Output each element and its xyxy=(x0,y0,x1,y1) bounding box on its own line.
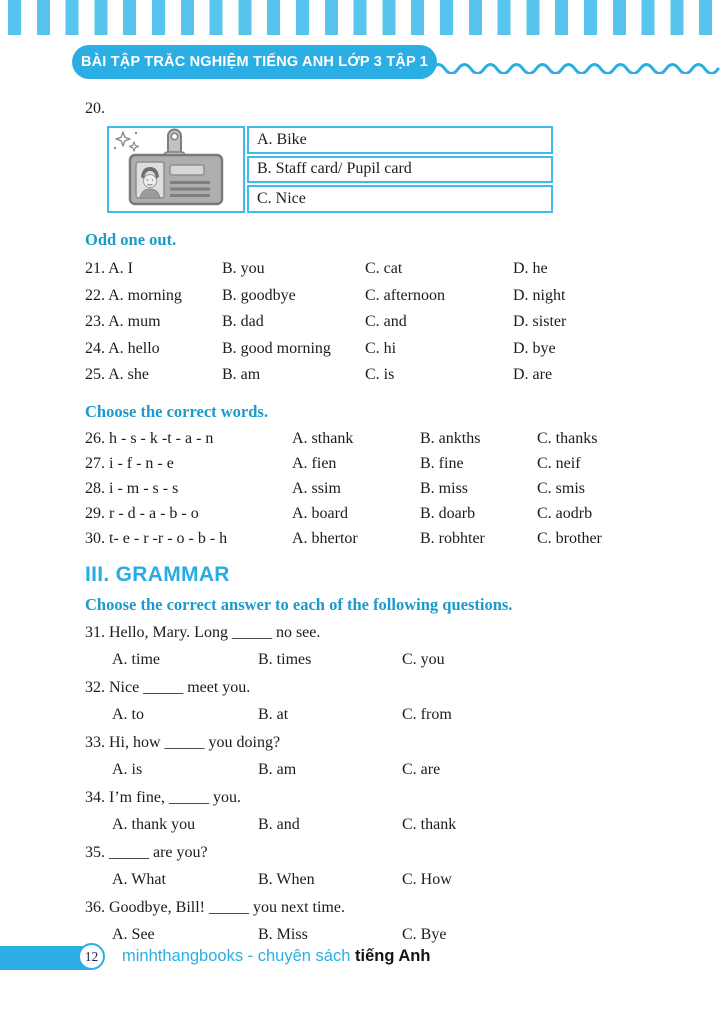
grammar-section-heading: III. GRAMMAR xyxy=(85,562,230,586)
option-a: A. board xyxy=(292,504,348,522)
question-text: 35. _____ are you? xyxy=(85,843,208,861)
question-row-27 xyxy=(85,451,685,476)
table-row xyxy=(107,126,553,154)
option-b: B. robhter xyxy=(420,529,485,547)
option-a: A. bhertor xyxy=(292,529,358,547)
question-options xyxy=(112,701,685,729)
option-b: B. times xyxy=(258,651,312,668)
question-row-22 xyxy=(85,283,685,310)
option-b: B. dad xyxy=(222,313,264,330)
question-20-number: 20. xyxy=(85,100,105,117)
odd-one-out-heading: Odd one out. xyxy=(85,230,177,249)
grammar-question-31 xyxy=(85,619,685,674)
question-row-28 xyxy=(85,476,685,501)
option-a: 25. A. she xyxy=(85,366,149,383)
option-d: D. are xyxy=(513,366,553,383)
question-text: 31. Hello, Mary. Long _____ no see. xyxy=(85,623,321,641)
option-c: C. cat xyxy=(365,260,403,277)
option-b: B. am xyxy=(258,761,297,778)
page-number-badge xyxy=(78,943,105,970)
odd-one-out-rows xyxy=(85,256,685,389)
question-20-option-a: A. Bike xyxy=(247,126,553,154)
question-options xyxy=(112,756,685,784)
option-c: C. are xyxy=(402,761,441,778)
page-footer xyxy=(0,943,725,975)
option-c: C. afternoon xyxy=(365,286,445,304)
correct-words-rows xyxy=(85,426,685,551)
question-options xyxy=(112,646,685,674)
question-20-table xyxy=(105,124,555,215)
option-c: C. brother xyxy=(537,529,602,547)
option-c: C. you xyxy=(402,651,445,668)
question-options xyxy=(112,866,685,894)
grammar-question-35 xyxy=(85,839,685,894)
grammar-question-33 xyxy=(85,729,685,784)
option-a: A. ssim xyxy=(292,479,341,497)
wavy-line-decoration xyxy=(431,58,725,74)
option-c: C. from xyxy=(402,706,452,723)
option-c: C. aodrb xyxy=(537,504,593,522)
letter-scramble: 26. h - s - k -t - a - n xyxy=(85,429,214,447)
option-d: D. night xyxy=(513,286,566,304)
page-header xyxy=(0,45,725,79)
correct-words-heading: Choose the correct words. xyxy=(85,401,268,421)
option-a: A. is xyxy=(112,761,143,778)
option-b: B. good morning xyxy=(222,339,331,357)
question-text: 34. I’m fine, _____ you. xyxy=(85,788,241,806)
option-a: A. See xyxy=(112,926,155,943)
option-b: B. and xyxy=(258,816,300,833)
option-a: A. sthank xyxy=(292,429,354,447)
page-number: 12 xyxy=(84,948,99,964)
publisher-name: minhthangbooks - chuyên sách xyxy=(122,947,351,965)
option-d: D. he xyxy=(513,260,548,277)
question-row-26 xyxy=(85,426,685,451)
option-b: B. fine xyxy=(420,454,464,472)
option-c: C. thank xyxy=(402,816,457,833)
option-b: B. ankths xyxy=(420,429,481,447)
question-20-option-b: B. Staff card/ Pupil card xyxy=(247,156,553,184)
option-a: A. fien xyxy=(292,454,337,472)
option-a: A. time xyxy=(112,651,160,668)
option-a: A. What xyxy=(112,871,166,888)
grammar-question-34 xyxy=(85,784,685,839)
option-c: C. smis xyxy=(537,479,586,497)
option-a: A. to xyxy=(112,706,144,723)
grammar-question-36 xyxy=(85,894,685,949)
question-row-21 xyxy=(85,256,685,283)
question-row-25 xyxy=(85,362,685,389)
id-card-image-cell xyxy=(107,126,245,213)
page-content xyxy=(85,100,685,949)
book-title: BÀI TẬP TRẮC NGHIỆM TIẾNG ANH LỚP 3 TẬP 1 xyxy=(80,54,429,70)
question-20-option-c: C. Nice xyxy=(247,185,553,213)
option-c: C. neif xyxy=(537,454,581,472)
id-card-icon xyxy=(110,128,242,206)
footer-bar-decoration xyxy=(0,946,90,970)
option-b: B. am xyxy=(222,366,261,383)
publisher-brand xyxy=(122,947,430,966)
question-row-29 xyxy=(85,501,685,526)
option-a: A. thank you xyxy=(112,816,196,833)
option-b: B. doarb xyxy=(420,504,476,522)
option-d: D. sister xyxy=(513,313,567,330)
option-a: 23. A. mum xyxy=(85,313,161,330)
question-row-30 xyxy=(85,526,685,551)
option-a: 24. A. hello xyxy=(85,339,160,357)
option-a: 21. A. I xyxy=(85,260,133,277)
question-row-24 xyxy=(85,336,685,363)
option-b: B. you xyxy=(222,260,265,277)
question-row-23 xyxy=(85,309,685,336)
option-b: B. Miss xyxy=(258,926,308,943)
publisher-tagline: tiếng Anh xyxy=(354,947,431,965)
question-text: 32. Nice _____ meet you. xyxy=(85,678,251,696)
option-c: C. hi xyxy=(365,339,397,357)
grammar-instructions: Choose the correct answer to each of the following questions. xyxy=(85,594,513,614)
option-c: C. thanks xyxy=(537,429,598,447)
option-b: B. miss xyxy=(420,479,469,497)
letter-scramble: 27. i - f - n - e xyxy=(85,454,174,472)
letter-scramble: 30. t- e - r -r - o - b - h xyxy=(85,529,228,547)
option-c: C. Bye xyxy=(402,926,447,943)
question-options xyxy=(112,811,685,839)
option-b: B. at xyxy=(258,706,289,723)
option-c: C. is xyxy=(365,366,395,383)
option-d: D. bye xyxy=(513,339,556,357)
option-b: B. goodbye xyxy=(222,286,296,304)
book-title-banner xyxy=(72,45,437,79)
grammar-question-32 xyxy=(85,674,685,729)
question-text: 36. Goodbye, Bill! _____ you next time. xyxy=(85,898,345,916)
option-b: B. When xyxy=(258,871,315,888)
question-text: 33. Hi, how _____ you doing? xyxy=(85,733,281,751)
option-c: C. How xyxy=(402,871,452,888)
top-stripe-border xyxy=(0,0,725,35)
letter-scramble: 29. r - d - a - b - o xyxy=(85,504,199,522)
letter-scramble: 28. i - m - s - s xyxy=(85,479,179,497)
option-a: 22. A. morning xyxy=(85,286,182,304)
option-c: C. and xyxy=(365,313,407,330)
